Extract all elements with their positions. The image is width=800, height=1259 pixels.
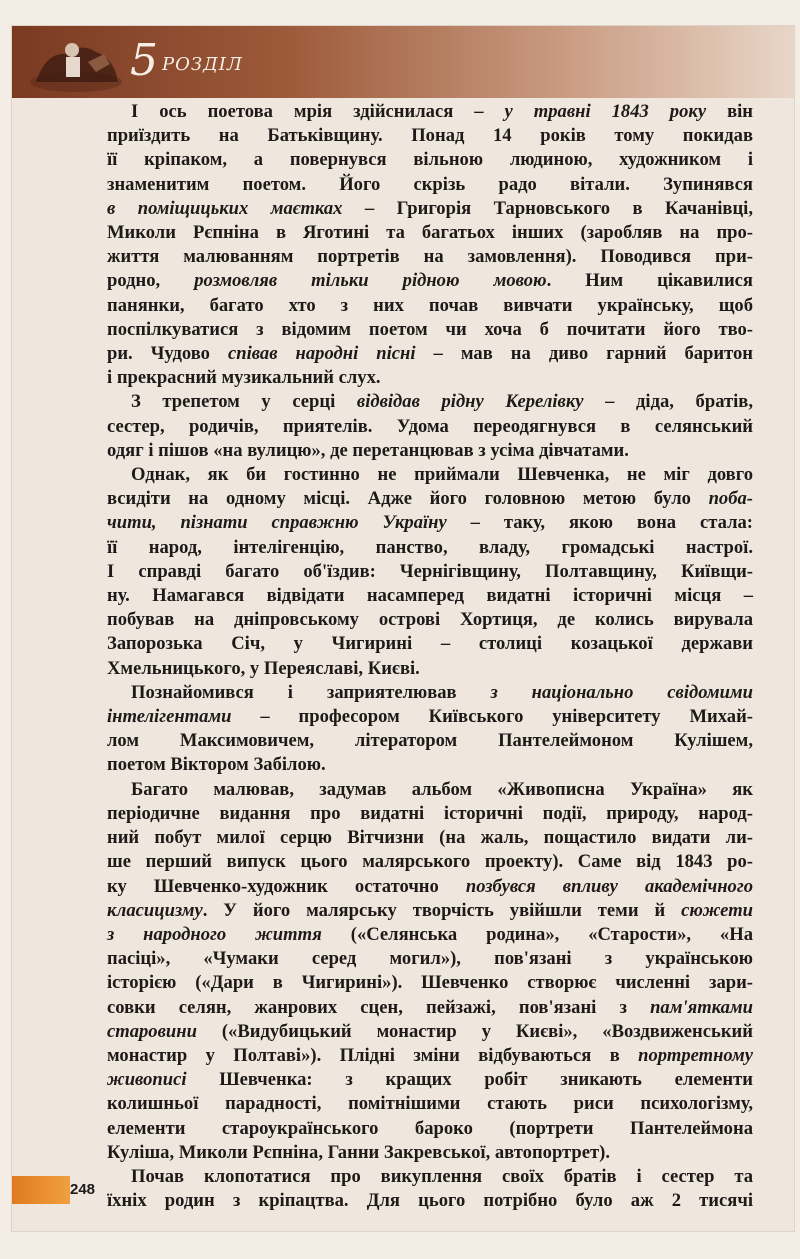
text-line <box>107 996 753 1020</box>
cossack-illustration-icon <box>26 32 126 94</box>
emphasis-text: пам'ятками <box>650 996 753 1018</box>
text-line <box>107 802 753 826</box>
emphasis-text: у травні 1843 року <box>504 101 707 122</box>
text-run: Хмельницького, у Переяславі, Києві. <box>107 657 420 679</box>
text-line <box>107 899 753 923</box>
text-run: всидіти на одному місці. Адже його головною метою було <box>107 488 709 510</box>
emphasis-text: в поміщицьких маєтках <box>107 197 343 219</box>
emphasis-text: з народного життя <box>107 923 322 945</box>
text-run: лом Максимовичем, літератором Пантелеймоном Кулішем, <box>107 730 753 752</box>
text-line <box>107 850 753 874</box>
text-line <box>107 415 753 439</box>
text-line <box>107 269 753 293</box>
paragraph <box>107 463 753 681</box>
text-line <box>107 148 753 172</box>
text-run: і прекрасний музикальний слух. <box>107 367 381 389</box>
paragraph <box>107 390 753 463</box>
text-run: елементи староукраїнського бароко (портрети Пантелеймона <box>107 1117 753 1139</box>
text-line <box>107 124 753 148</box>
text-run: І ось поетова мрія здійснилася – <box>131 101 505 122</box>
page-number-bar <box>12 1176 70 1204</box>
text-line <box>107 923 753 947</box>
text-line <box>107 1044 753 1068</box>
text-line <box>107 632 753 656</box>
text-run: – професором Київського університету Михай- <box>231 706 753 728</box>
text-line <box>107 390 753 414</box>
text-line <box>107 753 753 777</box>
text-run: Однак, як би гостинно не приймали Шевченка, не міг довго <box>131 464 753 486</box>
emphasis-text: розмовляв тільки рідною мовою <box>194 270 547 292</box>
text-line <box>107 463 753 487</box>
paragraph <box>107 1165 753 1213</box>
text-line <box>107 173 753 197</box>
paragraph <box>107 100 753 390</box>
text-run: ку Шевченко-художник остаточно <box>107 875 466 897</box>
emphasis-text: позбувся впливу академічного <box>465 875 753 897</box>
text-line <box>107 778 753 802</box>
text-run: – таку, якою вона стала: <box>446 512 753 534</box>
text-run: періодичне видання про видатні історичні події, природу, народ- <box>107 802 753 824</box>
text-run: Запорозька Січ, у Чигирині – столиці козацької держави <box>107 633 753 655</box>
text-run: знаменитим поетом. Його скрізь радо вітали. Зупинявся <box>107 173 753 195</box>
text-run: Миколи Рєпніна в Яготині та багатьох інших (заробляв на про- <box>107 222 753 244</box>
paragraph <box>107 681 753 778</box>
text-line <box>107 1141 753 1165</box>
text-run: ри. Чудово <box>107 343 228 365</box>
text-run: пасіці», «Чумаки серед могил»), пов'язані з українською <box>107 948 753 970</box>
text-line <box>107 1092 753 1116</box>
text-run: її народ, інтелігенцію, панство, владу, громадські настрої. <box>107 536 753 558</box>
emphasis-text: поба- <box>708 488 753 510</box>
text-run: колишньої парадності, помітнішими стають риси психологізму, <box>107 1093 753 1115</box>
text-line <box>107 1165 753 1189</box>
text-run: З трепетом у серці <box>131 391 357 413</box>
text-line <box>107 875 753 899</box>
text-line <box>107 608 753 632</box>
emphasis-text: старовини <box>107 1020 197 1042</box>
text-run: приїздить на Батьківщину. Понад 14 років тому покидав <box>107 125 753 147</box>
text-line <box>107 971 753 995</box>
text-run: побував на дніпровському острові Хортиця, де колись вирувала <box>107 609 753 631</box>
text-line <box>107 705 753 729</box>
text-run: родно, <box>107 270 195 292</box>
chapter-word: РОЗДІЛ <box>162 54 243 75</box>
text-line <box>107 584 753 608</box>
text-run: ше перший випуск цього малярського проекту). Саме від 1843 ро- <box>107 851 753 873</box>
text-line <box>107 318 753 342</box>
text-line <box>107 342 753 366</box>
text-line <box>107 245 753 269</box>
text-run: І справді багато об'їздив: Чернігівщину, Полтавщину, Київщи- <box>107 560 753 582</box>
text-run: Шевченка: з кращих робіт зникають елементи <box>186 1069 753 1091</box>
text-run: панянки, багато хто з них почав вивчати українську, щоб <box>107 294 753 316</box>
text-run: («Селянська родина», «Старости», «На <box>321 923 753 945</box>
text-line <box>107 487 753 511</box>
text-run: монастир у Полтаві»). Плідні зміни відбуваються в <box>107 1044 639 1066</box>
text-run: Почав клопотатися про викуплення своїх братів і сестер та <box>131 1165 753 1187</box>
text-line <box>107 826 753 850</box>
emphasis-text: портретному <box>638 1044 753 1066</box>
text-run: («Видубицький монастир у Києві», «Воздвиженський <box>196 1020 753 1042</box>
text-run: їхніх родин з кріпацтва. Для цього потрібно було аж 2 тисячі <box>107 1190 753 1212</box>
text-run: совки селян, жанрових сцен, пейзажі, пов'язані з <box>107 996 651 1018</box>
text-line <box>107 366 753 390</box>
body-text <box>107 100 753 1213</box>
chapter-number: 5 <box>130 35 158 86</box>
text-line <box>107 221 753 245</box>
text-line <box>107 439 753 463</box>
text-line <box>107 947 753 971</box>
text-line <box>107 657 753 681</box>
text-line <box>107 100 753 124</box>
text-run: сестер, родичів, приятелів. Удома переодягнувся в селянський <box>107 415 753 437</box>
emphasis-text: чити, пізнати справжню Україну <box>107 512 447 534</box>
text-run: – мав на диво гарний баритон <box>415 343 753 365</box>
text-run: її кріпаком, а повернувся вільною людиною, художником і <box>107 149 753 171</box>
emphasis-text: співав народні пісні <box>227 343 416 365</box>
page-number: 248 <box>70 1181 96 1198</box>
text-run: Куліша, Миколи Рєпніна, Ганни Закревської, автопортрет). <box>107 1141 610 1163</box>
text-line <box>107 536 753 560</box>
paragraph <box>107 778 753 1165</box>
text-line <box>107 511 753 535</box>
text-line <box>107 1189 753 1213</box>
text-line <box>107 1117 753 1141</box>
text-line <box>107 729 753 753</box>
emphasis-text: відвідав рідну Керелівку <box>356 391 584 413</box>
text-line <box>107 681 753 705</box>
chapter-header <box>12 26 794 98</box>
text-run: життя малюванням портретів на замовлення). Поводився при- <box>107 246 753 268</box>
emphasis-text: інтелігентами <box>107 706 232 728</box>
text-run: . Ним цікавилися <box>546 270 753 292</box>
text-run: поспілкуватися з відомим поетом чи хоча б почитати його тво- <box>107 318 753 340</box>
emphasis-text: живописі <box>107 1069 187 1091</box>
text-line <box>107 294 753 318</box>
text-run: історією («Дари в Чигирині»). Шевченко створює численні зари- <box>107 972 753 994</box>
text-run: ний побут милої серцю Вітчизни (на жаль, пощастило видати ли- <box>107 827 753 849</box>
emphasis-text: з національно свідомими <box>490 681 753 703</box>
text-run: ну. Намагався відвідати насамперед видатні історичні місця – <box>107 585 753 607</box>
emphasis-text: сюжети <box>681 899 753 921</box>
text-run: Багато малював, задумав альбом «Живописна Україна» як <box>131 778 753 800</box>
text-run: – Григорія Тарновського в Качанівці, <box>342 197 753 219</box>
text-run: одяг і пішов «на вулицю», де перетанцював з усіма дівчатами. <box>107 439 629 461</box>
text-run: він <box>706 101 753 122</box>
text-line <box>107 197 753 221</box>
text-run: . У його малярську творчість увійшли теми й <box>202 899 682 921</box>
text-run: поетом Віктором Забілою. <box>107 754 326 776</box>
book-page <box>12 26 794 1231</box>
text-run: Познайомився і заприятелював <box>131 681 491 703</box>
text-line <box>107 1020 753 1044</box>
text-run: – діда, братів, <box>583 391 753 413</box>
text-line <box>107 560 753 584</box>
text-line <box>107 1068 753 1092</box>
emphasis-text: класицизму <box>107 899 203 921</box>
